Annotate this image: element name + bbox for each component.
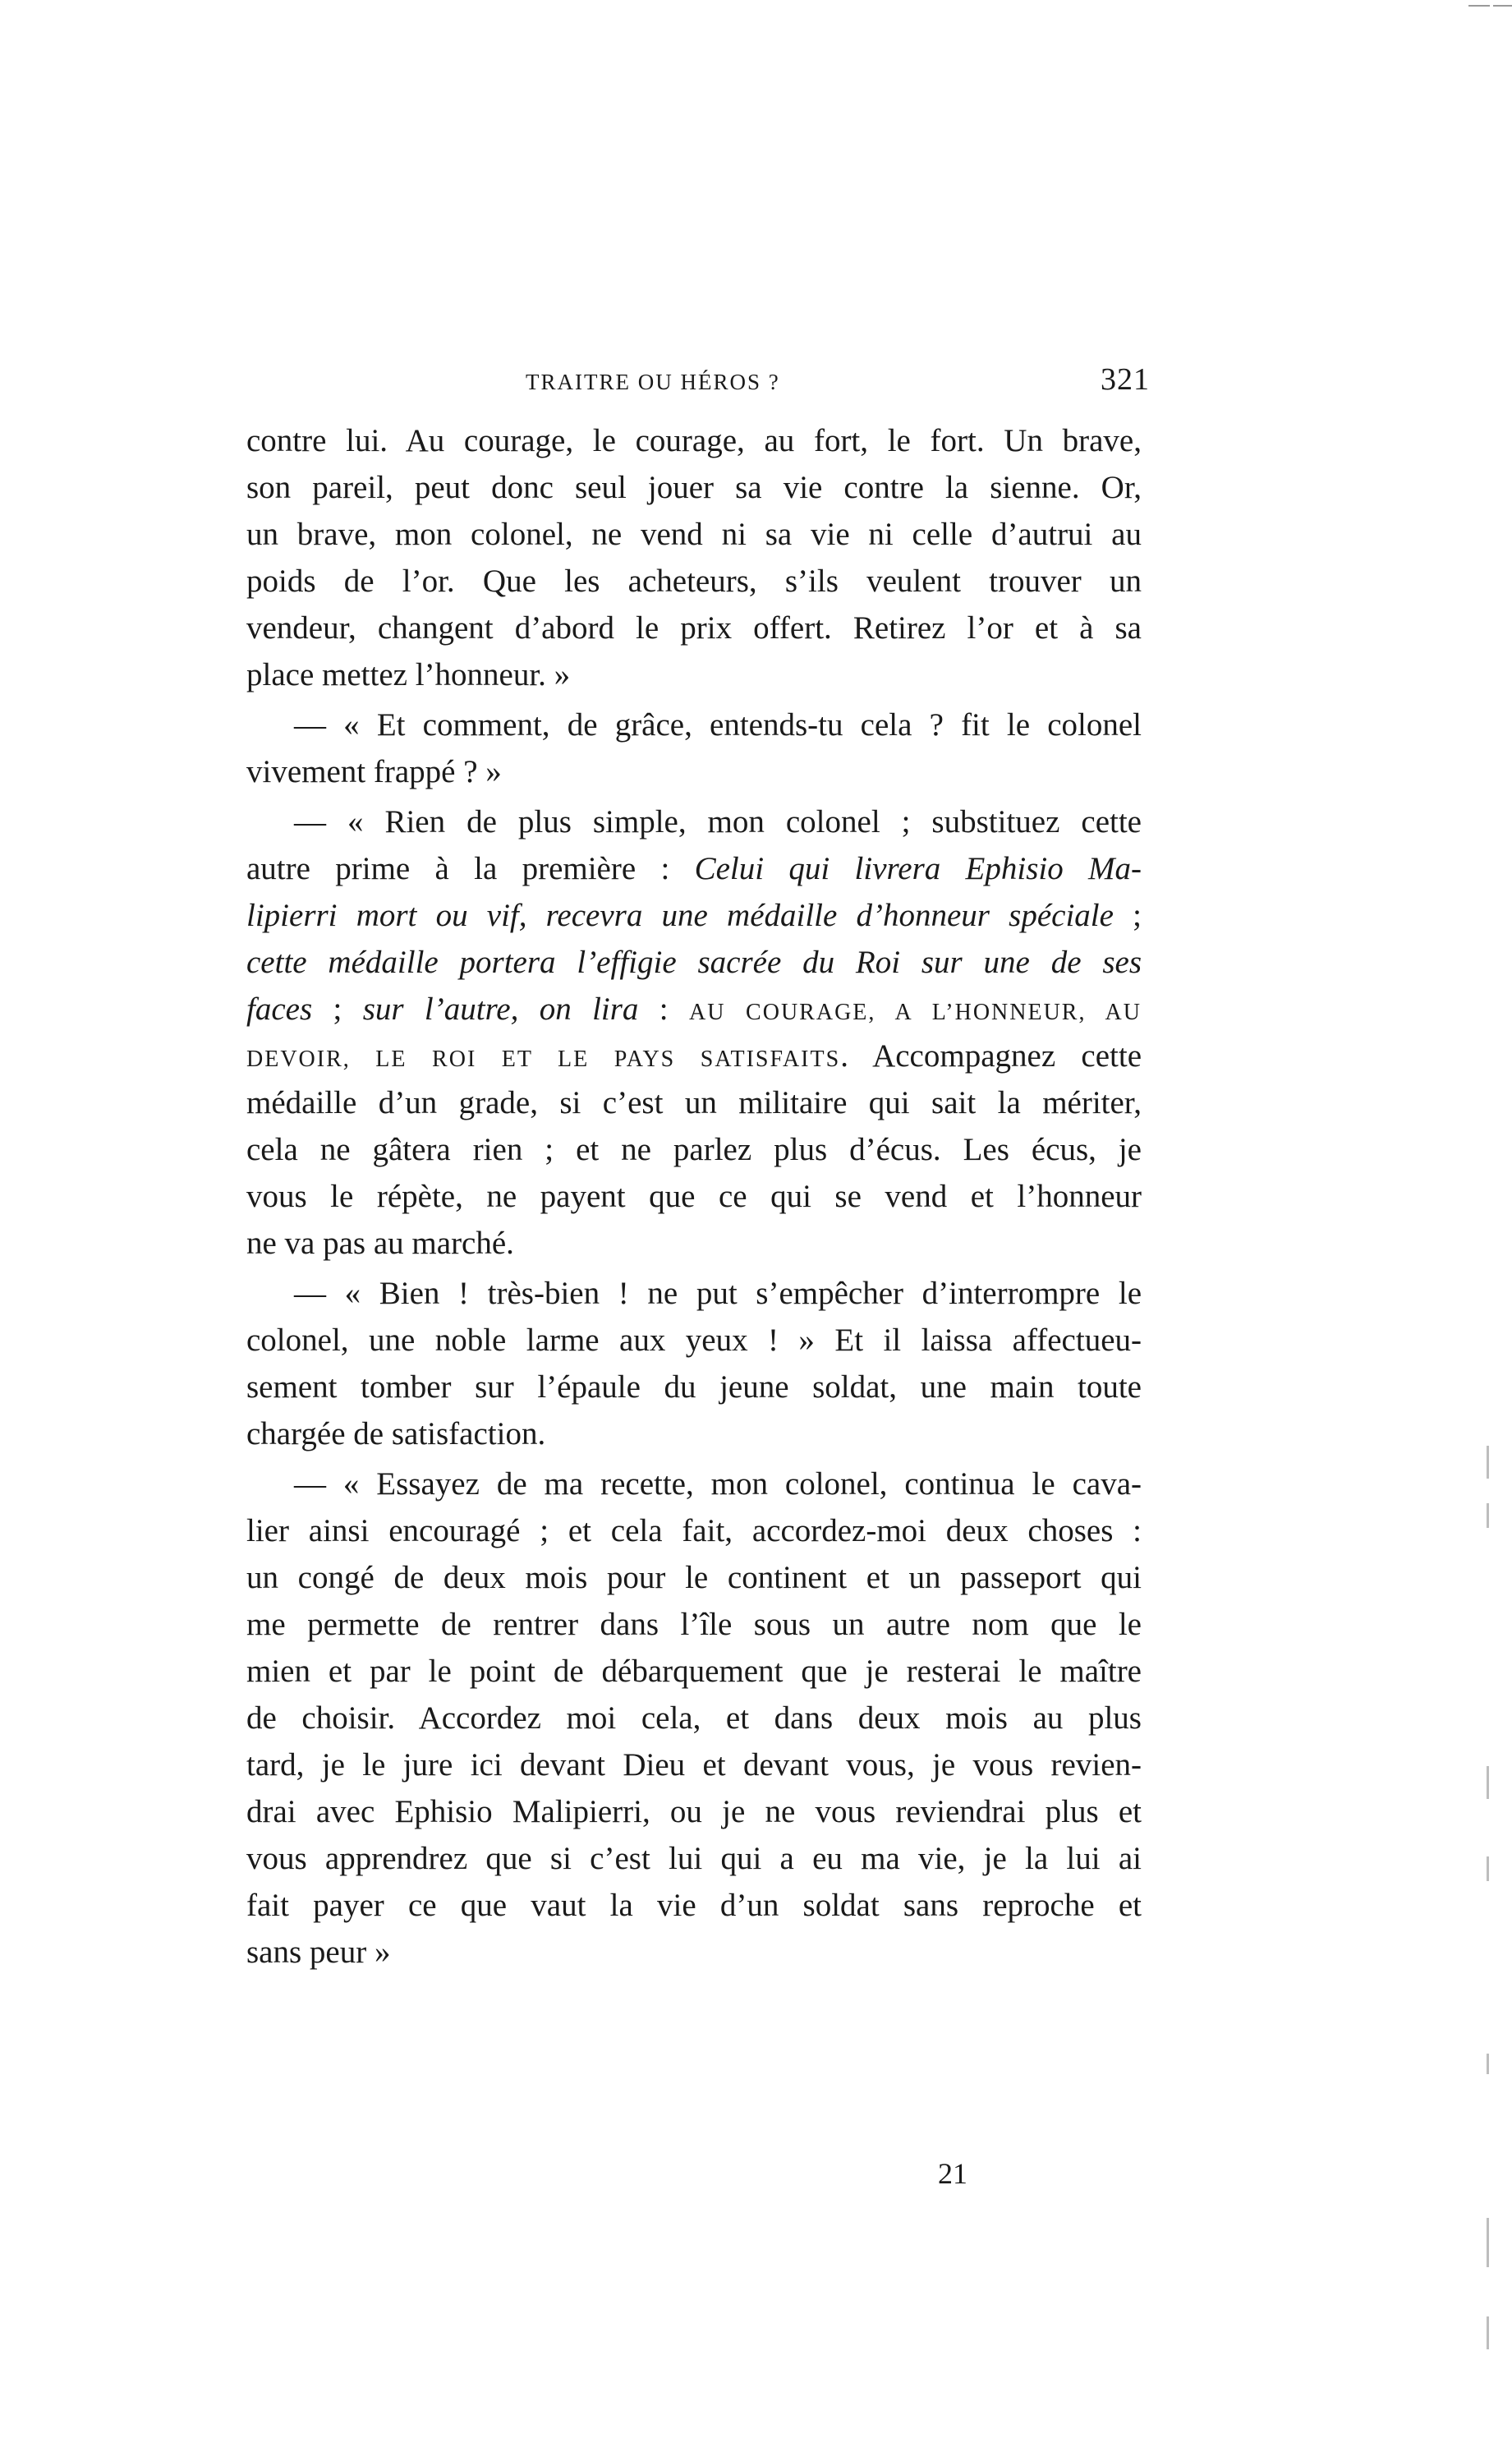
text-line: colonel, une noble larme aux yeux ! » Et il laissa affectueu- (246, 1323, 1142, 1358)
text-line: tard, je le jure ici devant Dieu et devant vous, je vous revien- (246, 1747, 1142, 1783)
text-line: vivement frappé ? » (246, 754, 502, 789)
text-line: DEVOIR, LE ROI ET LE PAYS SATISFAITS. Accompagnez cette (246, 1038, 1142, 1074)
text-line: vous le répète, ne payent que ce qui se vend et l’honneur (246, 1179, 1142, 1214)
text-line: sement tomber sur l’épaule du jeune soldat, une main toute (246, 1369, 1142, 1405)
text-line: me permette de rentrer dans l’île sous un autre nom que le (246, 1607, 1142, 1642)
scan-edge-mark (1487, 2054, 1489, 2074)
text-line: autre prime à la première : Celui qui livrera Ephisio Ma- (246, 851, 1142, 886)
text-line: place mettez l’honneur. » (246, 657, 571, 692)
scan-edge-mark (1487, 2218, 1489, 2267)
scan-edge-mark (1487, 1766, 1489, 1799)
page-number: 321 (1101, 362, 1150, 397)
scan-edge-mark (1487, 1503, 1489, 1528)
text-line: un brave, mon colonel, ne vend ni sa vie ni celle d’autrui au (246, 517, 1142, 552)
corner-mark (1493, 5, 1512, 7)
scan-edge-mark (1487, 2316, 1489, 2349)
scan-edge-mark (1487, 1856, 1489, 1881)
text-line: — « Bien ! très-bien ! ne put s’empêcher d’interrompre le (294, 1276, 1142, 1311)
corner-mark (1468, 5, 1490, 7)
running-head (526, 361, 1150, 403)
text-line: — « Rien de plus simple, mon colonel ; substituez cette (294, 804, 1142, 840)
text-line: médaille d’un grade, si c’est un militaire qui sait la mériter, (246, 1085, 1142, 1120)
text-line: cela ne gâtera rien ; et ne parlez plus d’écus. Les écus, je (246, 1132, 1142, 1167)
text-line: poids de l’or. Que les acheteurs, s’ils veulent trouver un (246, 564, 1142, 599)
text-line: — « Essayez de ma recette, mon colonel, continua le cava- (294, 1466, 1142, 1502)
text-line: faces ; sur l’autre, on lira : AU COURAGE, A L’HONNEUR, AU (246, 991, 1142, 1027)
text-line: cette médaille portera l’effigie sacrée du Roi sur une de ses (246, 945, 1142, 980)
text-line: un congé de deux mois pour le continent et un passeport qui (246, 1560, 1142, 1595)
text-line: mien et par le point de débarquement que je resterai le maître (246, 1654, 1142, 1689)
text-line: son pareil, peut donc seul jouer sa vie contre la sienne. Or, (246, 470, 1142, 505)
text-line: chargée de satisfaction. (246, 1416, 546, 1451)
text-line: lier ainsi encouragé ; et cela fait, accordez-moi deux choses : (246, 1513, 1142, 1548)
running-title: TRAITRE OU HÉROS ? (526, 370, 780, 394)
text-line: drai avec Ephisio Malipierri, ou je ne vous reviendrai plus et (246, 1794, 1142, 1829)
body-text (246, 417, 1142, 1976)
text-line: — « Et comment, de grâce, entends-tu cela ? fit le colonel (294, 707, 1142, 743)
text-line: contre lui. Au courage, le courage, au fort, le fort. Un brave, (246, 423, 1142, 458)
text-line: sans peur » (246, 1934, 391, 1970)
scan-edge-mark (1487, 1446, 1489, 1479)
signature-mark: 21 (938, 2157, 967, 2190)
text-line: fait payer ce que vaut la vie d’un soldat sans reproche et (246, 1888, 1142, 1923)
text-line: ne va pas au marché. (246, 1226, 514, 1261)
text-line: vendeur, changent d’abord le prix offert. Retirez l’or et à sa (246, 610, 1142, 646)
text-line: vous apprendrez que si c’est lui qui a eu ma vie, je la lui ai (246, 1841, 1142, 1876)
text-line: de choisir. Accordez moi cela, et dans deux mois au plus (246, 1700, 1142, 1736)
text-line: lipierri mort ou vif, recevra une médaille d’honneur spéciale ; (246, 898, 1142, 933)
